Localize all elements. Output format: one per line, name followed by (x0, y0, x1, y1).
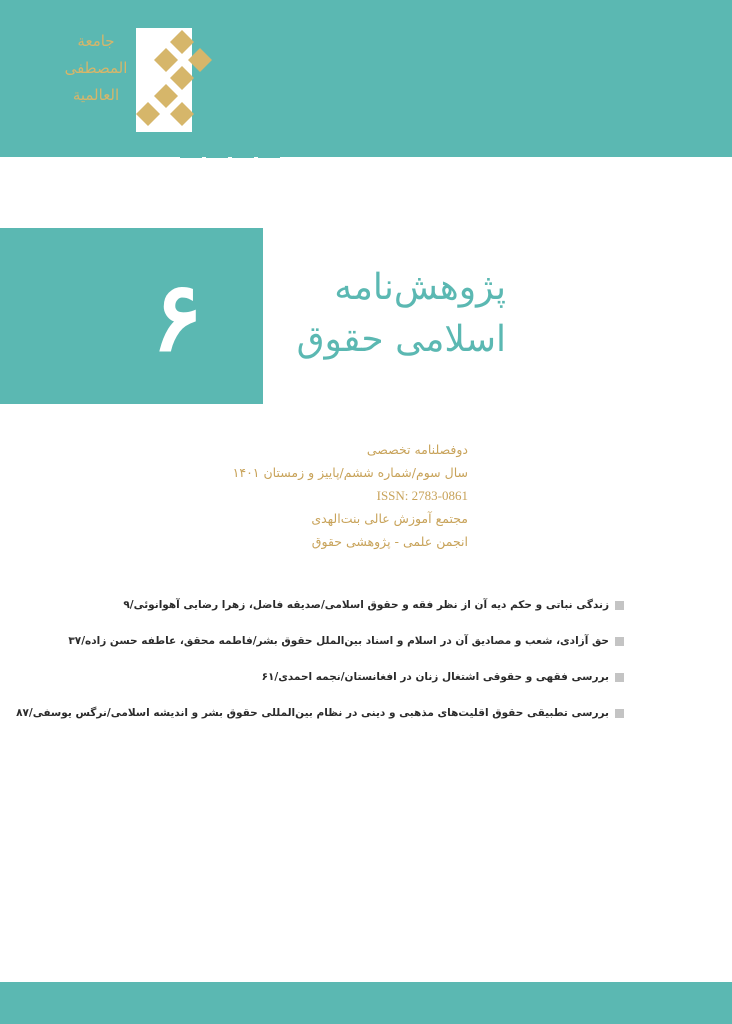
top-band (0, 0, 732, 157)
toc-item-text: حق آزادی، شعب و مصادیق آن در اسلام و اسناد بین‌الملل حقوق بشر/فاطمه محقق، عاطفه حسن زاده/۳۷ (68, 635, 609, 647)
journal-info (208, 438, 468, 553)
logo-line-3: العالمیة (72, 86, 120, 104)
publisher-logo (56, 28, 216, 138)
issue-block (0, 228, 263, 404)
logo-line-2: المصطفی (64, 59, 128, 77)
logo-line-1: جامعة (77, 32, 115, 50)
square-bullet-icon (615, 601, 624, 610)
table-of-contents (16, 598, 624, 742)
dot (258, 150, 280, 158)
toc-item (104, 598, 624, 612)
issue-number: ۶ (151, 259, 203, 373)
journal-type: دوفصلنامه تخصصی (366, 442, 468, 457)
dot (206, 150, 228, 158)
journal-title (246, 262, 506, 366)
journal-association: انجمن علمی - پژوهشی حقوق (311, 534, 468, 549)
square-bullet-icon (615, 637, 624, 646)
journal-title-line-2: اسلامی حقوق (296, 319, 506, 360)
square-bullet-icon (615, 673, 624, 682)
toc-item-text: بررسی تطبیقی حقوق اقلیت‌های مذهبی و دینی در نظام بین‌المللی حقوق بشر و اندیشه اسلامی/نرگس یوسفی/۸۷ (16, 707, 609, 719)
journal-institution: مجتمع آموزش عالی بنت‌الهدی (311, 511, 468, 526)
journal-volume: سال سوم/شماره ششم/پاییز و زمستان ۱۴۰۱ (232, 465, 468, 480)
toc-item (16, 706, 624, 720)
dot (232, 150, 254, 158)
decorative-dots (180, 150, 280, 158)
toc-item-text: بررسی فقهی و حقوقی اشتغال زنان در افغانستان/نجمه احمدی/۶۱ (261, 671, 609, 683)
dot (180, 150, 202, 158)
crest-diamond-icon (136, 28, 212, 132)
journal-issn: ISSN: 2783-0861 (376, 488, 468, 503)
publisher-logo-text (56, 28, 136, 109)
toc-item (104, 670, 624, 684)
toc-item (68, 634, 624, 648)
toc-item-text: زندگی نباتی و حکم دیه آن از نظر فقه و حقوق اسلامی/صدیقه فاضل، زهرا رضایی آهوانوئی/۹ (123, 599, 609, 611)
journal-title-line-1: پژوهش‌نامه (334, 267, 506, 308)
square-bullet-icon (615, 709, 624, 718)
bottom-band (0, 982, 732, 1024)
